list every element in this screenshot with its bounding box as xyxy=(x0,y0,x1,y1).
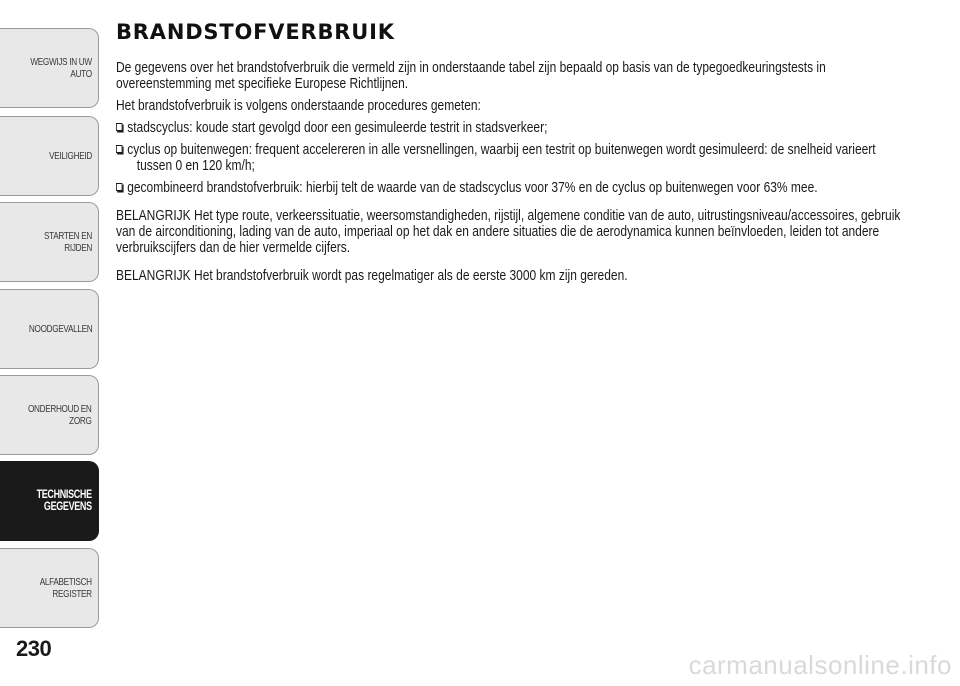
intro-paragraph: De gegevens over het brandstofverbruik die vermeld zijn in onderstaande tabel zijn bepaald op basis van de typegoedkeuringstests in overeenstemming met specifieke Europese Richtlijnen. xyxy=(116,59,826,92)
list-item-text xyxy=(127,141,916,174)
tab-label: TECHNISCHE GEGEVENS xyxy=(36,489,92,513)
tab-label: ONDERHOUD EN ZORG xyxy=(28,403,92,427)
important-note-2: BELANGRIJK Het brandstofverbruik wordt pas regelmatiger als de eerste 3000 km zijn gereden. xyxy=(116,267,628,284)
list-item-text: stadscyclus: koude start gevolgd door een gesimuleerde testrit in stadsverkeer; xyxy=(127,119,548,136)
procedures-paragraph: Het brandstofverbruik is volgens onderstaande procedures gemeten: xyxy=(116,97,481,114)
tab-veiligheid[interactable] xyxy=(0,116,99,196)
list-item-text: gecombineerd brandstofverbruik: hierbij telt de waarde van de stadscyclus voor 37% en de cyclus op buitenwegen voor 63% mee. xyxy=(127,179,818,196)
checkbox-bullet-icon xyxy=(116,183,122,191)
chapter-sidebar xyxy=(0,0,100,640)
checkbox-bullet-icon xyxy=(116,145,122,153)
tab-onderhoud-en-zorg[interactable] xyxy=(0,375,99,455)
list-item xyxy=(116,180,916,196)
list-item-text-line2: tussen 0 en 120 km/h; xyxy=(136,157,255,174)
page-number: 230 xyxy=(16,636,52,661)
tab-label: WEGWIJS IN UW AUTO xyxy=(30,56,92,80)
tab-label: STARTEN EN RIJDEN xyxy=(43,230,92,254)
list-item xyxy=(116,142,916,174)
tab-starten-en-rijden[interactable] xyxy=(0,202,99,282)
tab-noodgevallen[interactable] xyxy=(0,289,99,369)
tab-technische-gegevens[interactable] xyxy=(0,461,99,541)
tab-alfabetisch-register[interactable] xyxy=(0,548,99,628)
main-content xyxy=(116,20,916,290)
tab-label: ALFABETISCH REGISTER xyxy=(39,576,92,600)
list-item-text-line1: cyclus op buitenwegen: frequent accelereren in alle versnellingen, waarbij een testrit op buitenwegen wordt gesimuleerd: de snelheid varieert xyxy=(127,141,876,158)
tab-label: NOODGEVALLEN xyxy=(28,323,92,335)
checkbox-bullet-icon xyxy=(116,123,122,131)
tab-wegwijs-in-uw-auto[interactable] xyxy=(0,28,99,108)
page-title: BRANDSTOFVERBRUIK xyxy=(116,20,395,44)
watermark: carmanualsonline.info xyxy=(688,650,952,680)
list-item xyxy=(116,120,916,136)
tab-label: VEILIGHEID xyxy=(49,150,92,162)
important-note-1: BELANGRIJK Het type route, verkeerssituatie, weersomstandigheden, rijstijl, algemene conditie van de auto, uitrustingsniveau/accessoires, gebruik van de airconditioning, lading van de auto, imperiaal op het dak en andere situaties die de aerodynamica kunnen beïnvloeden, leiden tot andere verbruikscijfers dan de hier vermelde cijfers. xyxy=(116,207,901,256)
